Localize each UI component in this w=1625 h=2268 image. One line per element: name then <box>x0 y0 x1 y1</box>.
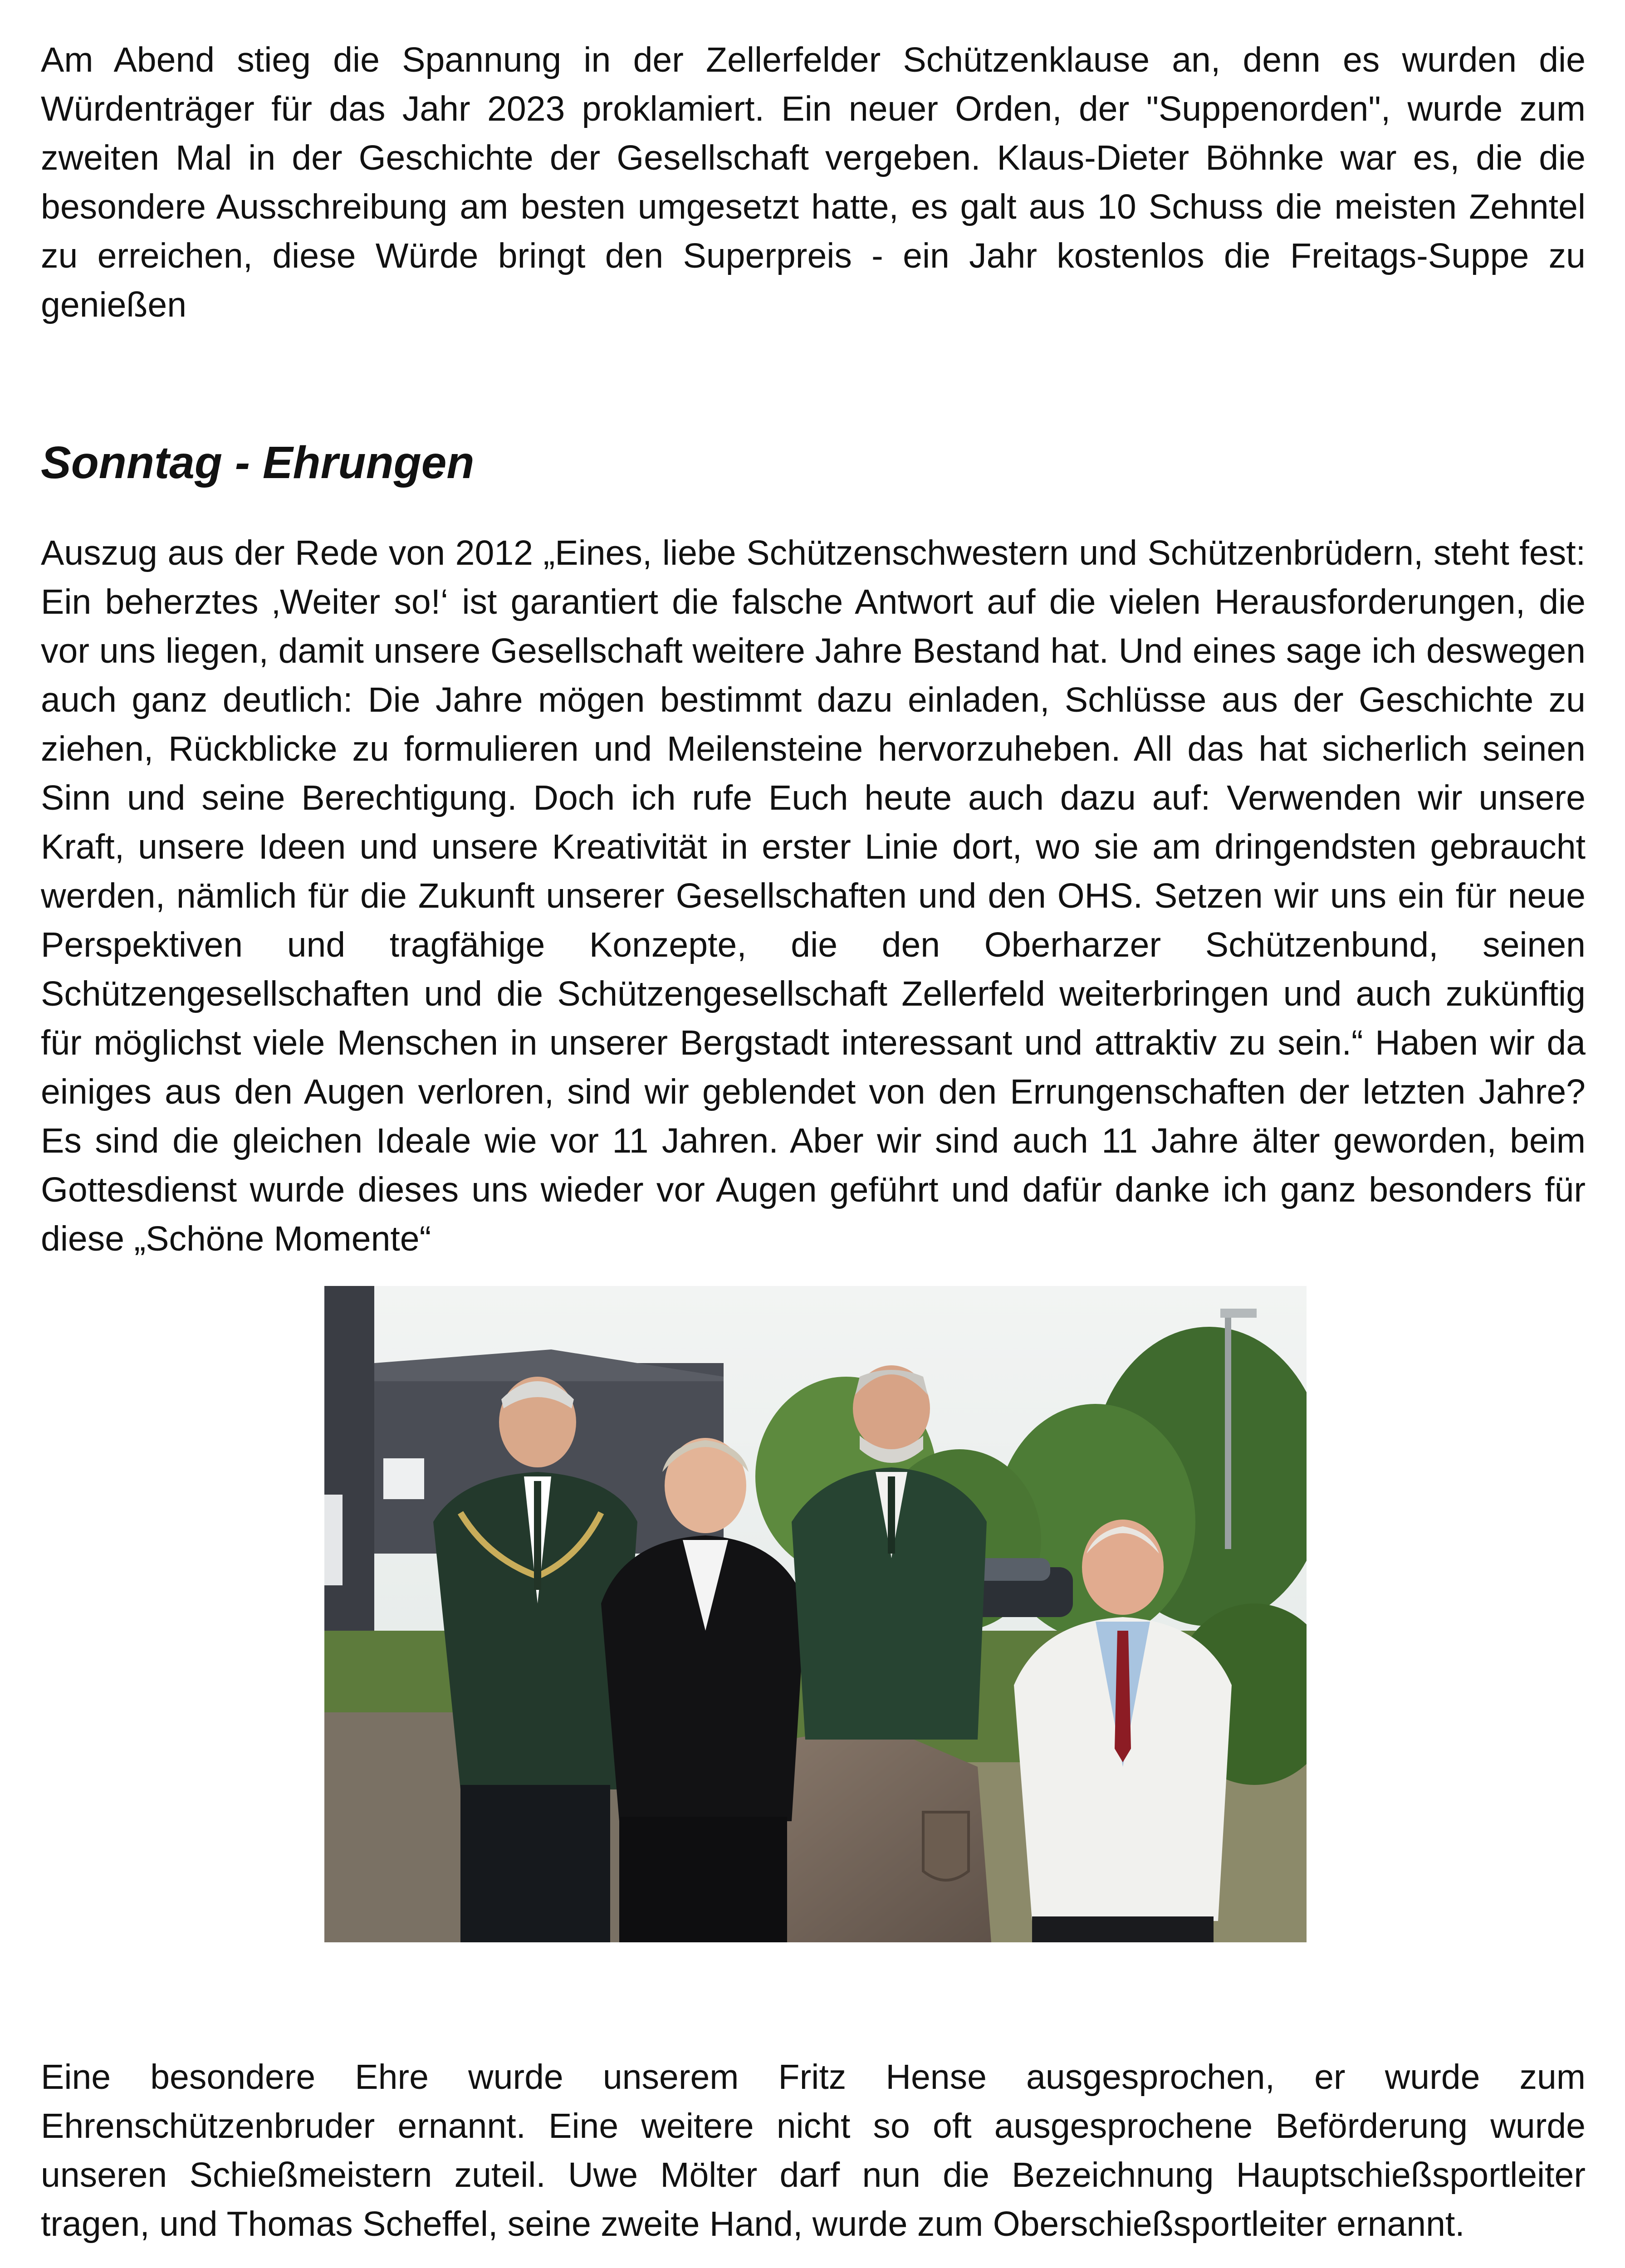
group-photo-memorial-stone <box>324 1286 1307 1942</box>
group-photo-illustration <box>324 1286 1307 1942</box>
honor-paragraph: Eine besondere Ehre wurde unserem Fritz Hense ausgesprochen, er wurde zum Ehrenschützenbruder ernannt. Eine weitere nicht so oft ausgesprochene Beförderung wurde unseren Schießmeistern zuteil. Uwe Mölter darf nun die Bezeichnung Hauptschießsportleiter tragen, und Thomas Scheffel, seine zweite Hand, wurde zum Oberschießsportleiter ernannt. <box>41 2058 1586 2244</box>
speech-paragraph: Auszug aus der Rede von 2012 „Eines, liebe Schützenschwestern und Schützenbrüdern, steht fest: Ein beherztes ‚Weiter so!‘ ist garantiert die falsche Antwort auf die vielen Herausforderungen, die vor uns liegen, damit unsere Gesellschaft weitere Jahre Bestand hat. Und eines sage ich deswegen auch ganz deutlich: Die Jahre mögen bestimmt dazu einladen, Schlüsse aus der Geschichte zu ziehen, Rückblicke zu formulieren und Meilensteine hervorzuheben. All das hat sicherlich seinen Sinn und seine Berechtigung. Doch ich rufe Euch heute auch dazu auf: Verwenden wir unsere Kraft, unsere Ideen und unsere Kreativität in erster Linie dort, wo sie am dringendsten gebraucht werden, nämlich für die Zukunft unserer Gesellschaften und den OHS. Setzen wir uns ein für neue Perspektiven und tragfähige Konzepte, die den Oberharzer Schützenbund, seinen Schützengesellschaften und die Schützengesellschaft Zellerfeld weiterbringen und auch zukünftig für möglichst viele Menschen in unserer Bergstadt interessant und attraktiv zu sein.“ Haben wir da einiges aus den Augen verloren, sind wir geblendet von den Errungenschaften der letzten Jahre? Es sind die gleichen Ideale wie vor 11 Jahren. Aber wir sind auch 11 Jahre älter geworden, beim Gottesdienst wurde dieses uns wieder vor Augen geführt und dafür danke ich ganz besonders für diese „Schöne Momente“ <box>41 533 1586 1258</box>
intro-paragraph: Am Abend stieg die Spannung in der Zellerfelder Schützenklause an, denn es wurden die Würdenträger für das Jahr 2023 proklamiert. Ein neuer Orden, der "Suppenorden", wurde zum zweiten Mal in der Geschichte der Gesellschaft vergeben. Klaus-Dieter Böhnke war es, die die besondere Ausschreibung am besten umgesetzt hatte, es galt aus 10 Schuss die meisten Zehntel zu erreichen, diese Würde bringt den Superpreis - ein Jahr kostenlos die Freitags-Suppe zu genießen <box>41 40 1586 324</box>
section-heading: Sonntag - Ehrungen <box>41 437 475 488</box>
